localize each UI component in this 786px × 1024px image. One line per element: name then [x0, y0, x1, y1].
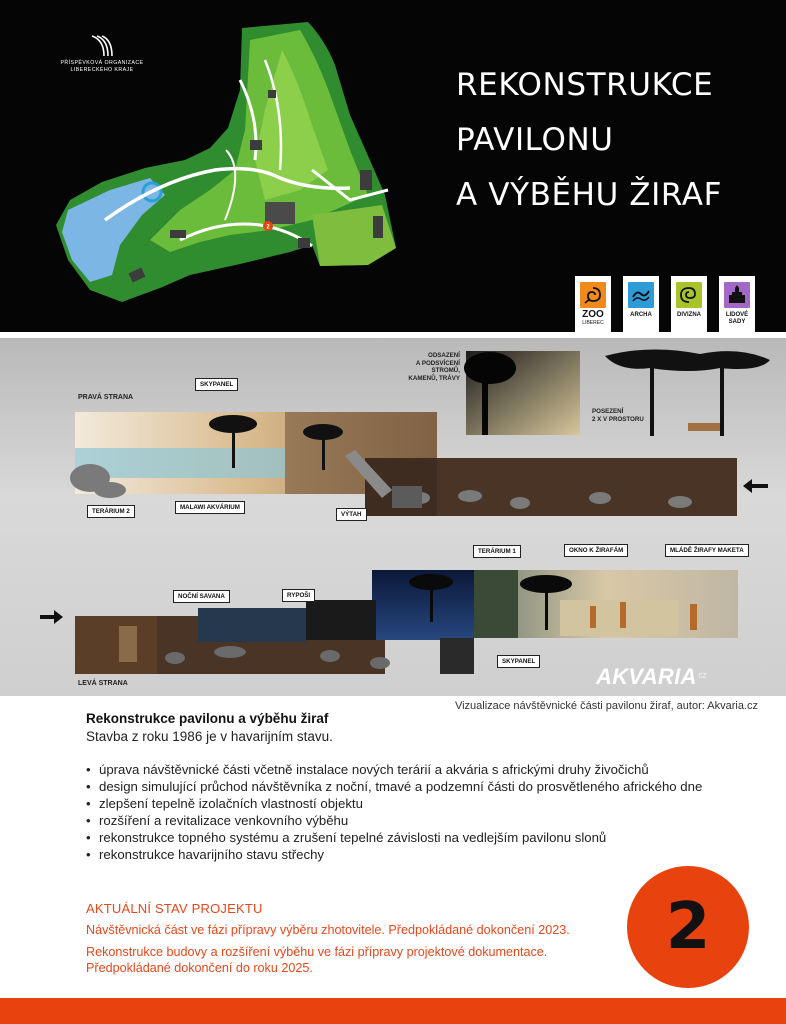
logo-divizna-label: DIVIZNA [677, 312, 701, 318]
entry-arrow-icon [743, 479, 768, 493]
zoo-map [50, 20, 400, 305]
project-status [86, 900, 626, 977]
project-number-badge [627, 866, 749, 988]
logo-divizna [671, 276, 707, 332]
tag-vytah: VÝTAH [336, 508, 367, 521]
list-item: • zlepšení tepelně izolačních vlastností objektu [86, 795, 756, 812]
tag-nocni-savana: NOČNÍ SAVANA [173, 590, 230, 603]
footer-bar [0, 998, 786, 1024]
logo-lidove-sady-label: LIDOVÉ SADY [725, 312, 749, 325]
pavilion-visualization [0, 338, 786, 696]
tag-skypanel-top: SKYPANEL [195, 378, 238, 391]
list-item: • design simulující průchod návštěvníka z noční, tmavé a podzemní části do prosvětleného afrického dne [86, 778, 756, 795]
tag-okno-k-zirafam: OKNO K ŽIRAFÁM [564, 544, 628, 557]
akvaria-logo [596, 664, 706, 690]
right-side-label: PRAVÁ STRANA [78, 394, 134, 401]
list-item: • rozšíření a revitalizace venkovního výběhu [86, 812, 756, 829]
list-item: • rekonstrukce topného systému a zrušení tepelné závislosti na vedlejším pavilonu slonů [86, 829, 756, 846]
title-line-1: REKONSTRUKCE [456, 67, 714, 103]
akvaria-suffix: .CZ [696, 673, 707, 680]
note-seating: POSEZENÍ 2 X V PROSTORU [592, 408, 644, 423]
status-line-1: Návštěvnická část ve fázi přípravy výběru zhotovitele. Předpokládané dokončení 2023. [86, 923, 570, 937]
logo-archa-label: ARCHA [630, 312, 652, 318]
logo-archa [623, 276, 659, 332]
archa-wave-icon [628, 282, 654, 308]
list-item: • rekonstrukce havarijního stavu střechy [86, 846, 756, 863]
list-item: • úprava návštěvnické části včetně instalace nových terárií a akvária s africkými druhy živočichů [86, 761, 756, 778]
visualization-caption: Vizualizace návštěvnické části pavilonu žiraf, autor: Akvaria.cz [454, 700, 758, 712]
tag-terarium-2: TERÁRIUM 2 [87, 505, 135, 518]
project-heading: Rekonstrukce pavilonu a výběhu žiraf [86, 711, 329, 726]
zoo-spiral-icon [580, 282, 606, 308]
logo-lidove-sady [719, 276, 755, 332]
status-line-2: Rekonstrukce budovy a rozšíření výběhu ve fázi přípravy projektové dokumentace. Předpokládané dokončení do roku 2025. [86, 944, 548, 975]
lidove-sady-castle-icon [724, 282, 750, 308]
project-intro: Stavba z roku 1986 je v havarijním stavu. [86, 729, 333, 744]
tag-terarium-1: TERÁRIUM 1 [473, 545, 521, 558]
logo-zoo-sub: LIBEREC [582, 320, 604, 326]
divizna-spiral-icon [676, 282, 702, 308]
title-line-2: PAVILONU [456, 122, 614, 158]
header-panel [0, 0, 786, 332]
left-side-label: LEVÁ STRANA [78, 680, 128, 687]
page-title [456, 58, 766, 223]
project-bullet-list [86, 761, 756, 863]
project-description [86, 710, 756, 863]
title-line-3: A VÝBĚHU ŽIRAF [456, 177, 723, 213]
tag-ryposi: RYPOŠI [282, 589, 315, 602]
logo-zoo-liberec [575, 276, 611, 332]
tag-skypanel-bottom: SKYPANEL [497, 655, 540, 668]
partner-logos [575, 276, 760, 332]
tag-malawi-akvarium: MALAWI AKVÁRIUM [175, 501, 245, 514]
exit-arrow-icon [40, 610, 63, 624]
map-marker-label: 2 [266, 224, 270, 231]
org-line-2: LIBERECKÉHO KRAJE [70, 67, 134, 73]
note-trees: ODSAZENÍ A PODSVÍCENÍ STROMŮ, KAMENŮ, TRÁVY [408, 352, 460, 382]
org-line-1: PŘÍSPĚVKOVÁ ORGANIZACE [60, 60, 144, 66]
status-heading: AKTUÁLNÍ STAV PROJEKTU [86, 901, 263, 916]
project-number: 2 [665, 890, 711, 964]
logo-zoo-label: ZOO [582, 309, 604, 320]
akvaria-brand: AKVARIA [596, 664, 697, 689]
tag-mlade-zirafy: MLÁDĚ ŽIRAFY MAKETA [665, 544, 749, 557]
